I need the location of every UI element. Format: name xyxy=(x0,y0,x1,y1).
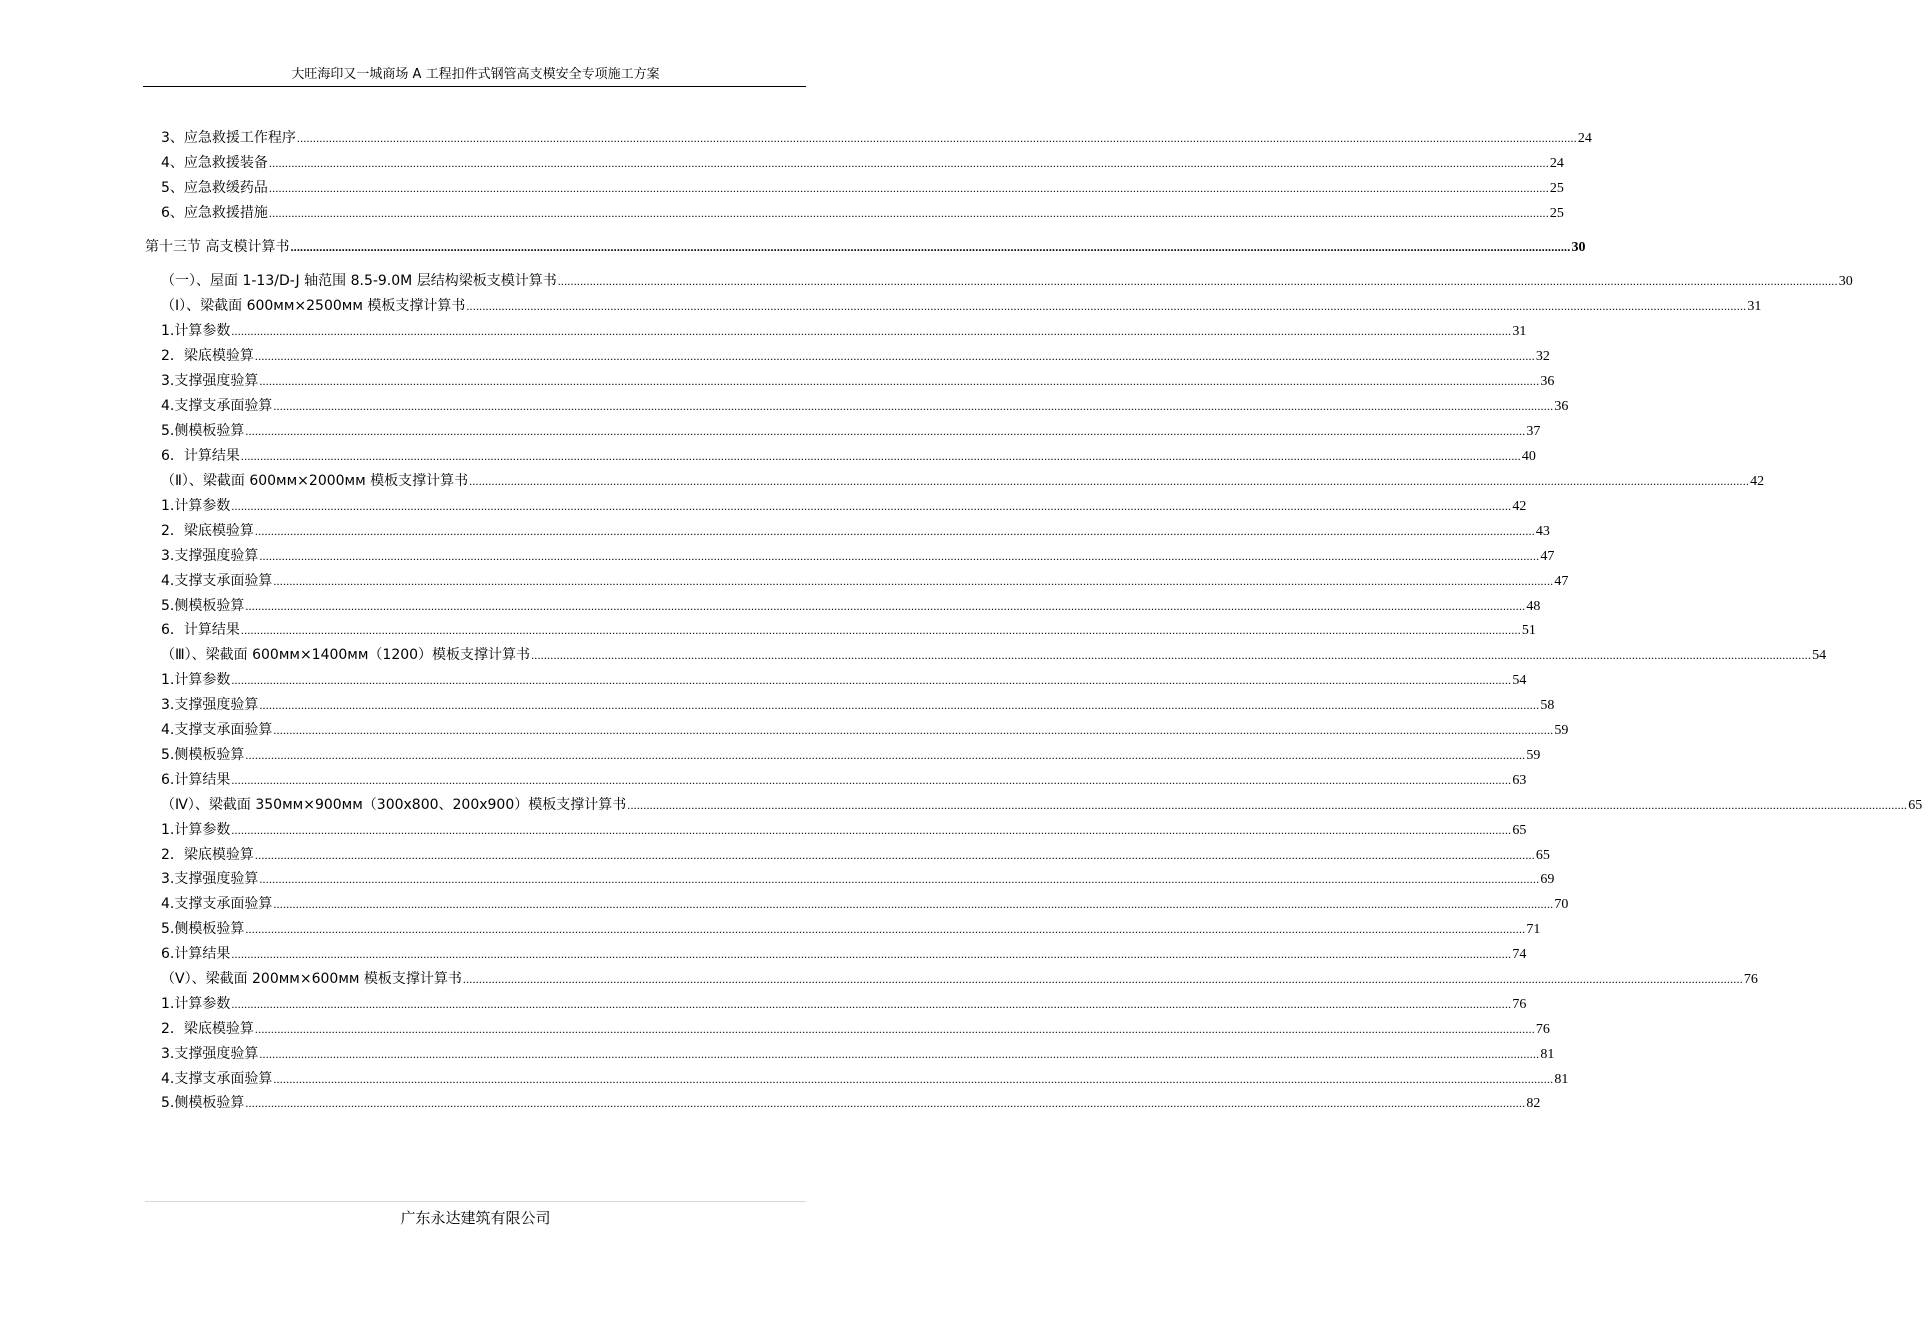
toc-entry[interactable] xyxy=(161,771,1527,789)
toc-entry-label: 5.侧模板验算 xyxy=(161,747,245,763)
toc-entry-label: 1.计算参数 xyxy=(161,822,231,838)
toc-entry[interactable] xyxy=(161,297,1762,315)
toc-dot-leader: ................................................................................................................................................................................................................................................................................................................................................................................................................ xyxy=(268,181,1549,195)
toc-entry-page-number: 65 xyxy=(1535,848,1550,863)
toc-entry[interactable] xyxy=(161,895,1569,913)
toc-dot-leader: ................................................................................................................................................................................................................................................................................................................................................................................................................ xyxy=(268,206,1549,220)
toc-entry-label: 4.支撑支承面验算 xyxy=(161,722,273,738)
toc-entry-page-number: 82 xyxy=(1526,1096,1541,1111)
toc-dot-leader: ................................................................................................................................................................................................................................................................................................................................................................................................................ xyxy=(245,1096,1526,1110)
toc-dot-leader: ................................................................................................................................................................................................................................................................................................................................................................................................................ xyxy=(254,1022,1535,1036)
toc-dot-leader: ................................................................................................................................................................................................................................................................................................................................................................................................................ xyxy=(245,599,1526,613)
toc-entry-page-number: 51 xyxy=(1521,623,1536,638)
toc-dot-leader: ................................................................................................................................................................................................................................................................................................................................................................................................................ xyxy=(462,972,1743,986)
toc-entry-label: 5.侧模板验算 xyxy=(161,598,245,614)
toc-entry-label: 3.支撑强度验算 xyxy=(161,373,259,389)
toc-dot-leader: ................................................................................................................................................................................................................................................................................................................................................................................................................ xyxy=(469,474,1750,488)
toc-entry-page-number: 76 xyxy=(1512,997,1527,1012)
toc-entry-label: 5、应急救缓药品 xyxy=(161,180,268,196)
toc-entry[interactable] xyxy=(161,129,1592,147)
toc-entry-page-number: 63 xyxy=(1512,773,1527,788)
toc-entry-page-number: 69 xyxy=(1540,872,1555,887)
toc-entry[interactable] xyxy=(161,347,1550,365)
toc-dot-leader: ................................................................................................................................................................................................................................................................................................................................................................................................................ xyxy=(557,274,1838,288)
toc-dot-leader: ................................................................................................................................................................................................................................................................................................................................................................................................................ xyxy=(231,499,1512,513)
toc-dot-leader: ................................................................................................................................................................................................................................................................................................................................................................................................................ xyxy=(259,549,1540,563)
toc-entry[interactable] xyxy=(161,397,1569,415)
toc-dot-leader: ................................................................................................................................................................................................................................................................................................................................................................................................................ xyxy=(231,324,1512,338)
toc-entry[interactable] xyxy=(161,1020,1550,1038)
toc-entry-page-number: 58 xyxy=(1540,698,1555,713)
toc-entry-page-number: 43 xyxy=(1535,524,1550,539)
toc-entry[interactable] xyxy=(161,671,1527,689)
toc-entry-page-number: 54 xyxy=(1812,648,1827,663)
toc-entry[interactable] xyxy=(161,1045,1555,1063)
toc-entry[interactable] xyxy=(161,572,1569,590)
toc-entry[interactable] xyxy=(161,721,1569,739)
toc-entry-label: （Ⅲ）、梁截面 600ᴍᴍ×1400ᴍᴍ（1200）模板支撑计算书 xyxy=(161,647,531,663)
toc-entry[interactable] xyxy=(161,179,1564,197)
toc-dot-leader: ................................................................................................................................................................................................................................................................................................................................................................................................................ xyxy=(531,648,1812,662)
toc-entry-label: 3.支撑强度验算 xyxy=(161,1046,259,1062)
toc-entry-page-number: 81 xyxy=(1540,1047,1555,1062)
toc-entry-page-number: 36 xyxy=(1540,374,1555,389)
toc-dot-leader: ................................................................................................................................................................................................................................................................................................................................................................................................................ xyxy=(290,240,1571,254)
toc-dot-leader: ................................................................................................................................................................................................................................................................................................................................................................................................................ xyxy=(627,798,1908,812)
toc-entry-label: 3.支撑强度验算 xyxy=(161,697,259,713)
toc-dot-leader: ................................................................................................................................................................................................................................................................................................................................................................................................................ xyxy=(240,623,1521,637)
toc-entry-page-number: 42 xyxy=(1750,474,1765,489)
toc-entry-label: 5.侧模板验算 xyxy=(161,921,245,937)
toc-dot-leader: ................................................................................................................................................................................................................................................................................................................................................................................................................ xyxy=(259,374,1540,388)
toc-entry-page-number: 36 xyxy=(1554,399,1569,414)
toc-entry[interactable] xyxy=(161,621,1536,639)
toc-entry-page-number: 65 xyxy=(1512,823,1527,838)
toc-entry[interactable] xyxy=(161,597,1541,615)
toc-entry-page-number: 48 xyxy=(1526,599,1541,614)
toc-entry-label: 4、应急救援装备 xyxy=(161,155,268,171)
toc-dot-leader: ................................................................................................................................................................................................................................................................................................................................................................................................................ xyxy=(259,872,1540,886)
toc-entry-page-number: 31 xyxy=(1512,324,1527,339)
toc-entry-page-number: 25 xyxy=(1549,206,1564,221)
toc-entry-label: 3、应急救援工作程序 xyxy=(161,130,296,146)
toc-entry[interactable] xyxy=(161,447,1536,465)
toc-entry-label: 4.支撑支承面验算 xyxy=(161,1071,273,1087)
toc-entry-label: 5.侧模板验算 xyxy=(161,1095,245,1111)
toc-dot-leader: ................................................................................................................................................................................................................................................................................................................................................................................................................ xyxy=(273,723,1554,737)
toc-entry-page-number: 76 xyxy=(1743,972,1758,987)
toc-entry-page-number: 59 xyxy=(1554,723,1569,738)
toc-entry-page-number: 74 xyxy=(1512,947,1527,962)
toc-entry-page-number: 47 xyxy=(1554,574,1569,589)
toc-dot-leader: ................................................................................................................................................................................................................................................................................................................................................................................................................ xyxy=(245,748,1526,762)
toc-entry-label: 3.支撑强度验算 xyxy=(161,871,259,887)
toc-entry-label: 2．梁底模验算 xyxy=(161,523,254,539)
toc-entry[interactable] xyxy=(161,846,1550,864)
toc-entry-page-number: 65 xyxy=(1908,798,1922,813)
toc-entry[interactable] xyxy=(161,746,1541,764)
toc-entry-page-number: 37 xyxy=(1526,424,1541,439)
toc-entry-page-number: 24 xyxy=(1577,131,1592,146)
toc-entry-label: 1.计算参数 xyxy=(161,996,231,1012)
toc-entry-page-number: 30 xyxy=(1571,240,1586,255)
page-footer-company: 广东永达建筑有限公司 xyxy=(400,1209,551,1227)
toc-dot-leader: ................................................................................................................................................................................................................................................................................................................................................................................................................ xyxy=(245,424,1526,438)
toc-dot-leader: ................................................................................................................................................................................................................................................................................................................................................................................................................ xyxy=(273,897,1554,911)
toc-section-entry[interactable] xyxy=(145,238,1586,256)
toc-dot-leader: ................................................................................................................................................................................................................................................................................................................................................................................................................ xyxy=(296,131,1577,145)
toc-dot-leader: ................................................................................................................................................................................................................................................................................................................................................................................................................ xyxy=(245,922,1526,936)
toc-entry[interactable] xyxy=(161,796,1922,814)
toc-dot-leader: ................................................................................................................................................................................................................................................................................................................................................................................................................ xyxy=(240,449,1521,463)
toc-entry-page-number: 24 xyxy=(1549,156,1564,171)
toc-entry-label: （一）、屋面 1-13/D-J 轴范围 8.5-9.0M 层结构梁板支模计算书 xyxy=(161,273,557,289)
toc-entry[interactable] xyxy=(161,522,1550,540)
toc-entry[interactable] xyxy=(161,945,1527,963)
toc-entry-label: 6.计算结果 xyxy=(161,946,231,962)
toc-entry[interactable] xyxy=(161,154,1564,172)
toc-entry-label: 6．计算结果 xyxy=(161,448,240,464)
toc-entry-label: 4.支撑支承面验算 xyxy=(161,398,273,414)
toc-entry-page-number: 59 xyxy=(1526,748,1541,763)
toc-entry[interactable] xyxy=(161,821,1527,839)
toc-dot-leader: ................................................................................................................................................................................................................................................................................................................................................................................................................ xyxy=(259,698,1540,712)
toc-dot-leader: ................................................................................................................................................................................................................................................................................................................................................................................................................ xyxy=(254,349,1535,363)
toc-entry[interactable] xyxy=(161,870,1555,888)
toc-dot-leader: ................................................................................................................................................................................................................................................................................................................................................................................................................ xyxy=(231,997,1512,1011)
toc-entry-page-number: 54 xyxy=(1512,673,1527,688)
toc-entry-label: 6．计算结果 xyxy=(161,622,240,638)
toc-dot-leader: ................................................................................................................................................................................................................................................................................................................................................................................................................ xyxy=(273,574,1554,588)
toc-entry-label: 1.计算参数 xyxy=(161,323,231,339)
toc-entry-label: 6、应急救援措施 xyxy=(161,205,268,221)
toc-entry-label: 4.支撑支承面验算 xyxy=(161,573,273,589)
toc-entry[interactable] xyxy=(161,696,1555,714)
toc-entry-page-number: 32 xyxy=(1535,349,1550,364)
toc-entry-label: （Ⅳ）、梁截面 350ᴍᴍ×900ᴍᴍ（300x800、200x900）模板支撑计算书 xyxy=(161,797,627,813)
toc-dot-leader: ................................................................................................................................................................................................................................................................................................................................................................................................................ xyxy=(268,156,1549,170)
toc-entry-page-number: 40 xyxy=(1521,449,1536,464)
toc-dot-leader: ................................................................................................................................................................................................................................................................................................................................................................................................................ xyxy=(254,524,1535,538)
toc-entry-label: 3.支撑强度验算 xyxy=(161,548,259,564)
toc-dot-leader: ................................................................................................................................................................................................................................................................................................................................................................................................................ xyxy=(231,673,1512,687)
toc-entry-page-number: 47 xyxy=(1540,549,1555,564)
toc-entry[interactable] xyxy=(161,646,1827,664)
toc-entry-label: 2．梁底模验算 xyxy=(161,348,254,364)
toc-entry[interactable] xyxy=(161,547,1555,565)
toc-dot-leader: ................................................................................................................................................................................................................................................................................................................................................................................................................ xyxy=(466,299,1747,313)
toc-entry-label: 2．梁底模验算 xyxy=(161,847,254,863)
toc-entry-label: （Ⅴ）、梁截面 200ᴍᴍ×600ᴍᴍ 模板支撑计算书 xyxy=(161,971,462,987)
toc-dot-leader: ................................................................................................................................................................................................................................................................................................................................................................................................................ xyxy=(273,1072,1554,1086)
toc-entry-page-number: 76 xyxy=(1535,1022,1550,1037)
toc-entry[interactable] xyxy=(161,322,1527,340)
toc-entry-page-number: 42 xyxy=(1512,499,1527,514)
toc-entry[interactable] xyxy=(161,204,1564,222)
toc-entry-page-number: 81 xyxy=(1554,1072,1569,1087)
toc-dot-leader: ................................................................................................................................................................................................................................................................................................................................................................................................................ xyxy=(231,823,1512,837)
toc-entry[interactable] xyxy=(161,970,1758,988)
toc-entry-label: 2．梁底模验算 xyxy=(161,1021,254,1037)
toc-dot-leader: ................................................................................................................................................................................................................................................................................................................................................................................................................ xyxy=(231,773,1512,787)
toc-entry-page-number: 70 xyxy=(1554,897,1569,912)
toc-entry-label: 6.计算结果 xyxy=(161,772,231,788)
toc-dot-leader: ................................................................................................................................................................................................................................................................................................................................................................................................................ xyxy=(259,1047,1540,1061)
toc-entry-page-number: 31 xyxy=(1747,299,1762,314)
toc-entry[interactable] xyxy=(161,497,1527,515)
toc-entry-page-number: 71 xyxy=(1526,922,1541,937)
toc-entry[interactable] xyxy=(161,1070,1569,1088)
toc-entry-label: （Ⅱ）、梁截面 600ᴍᴍ×2000ᴍᴍ 模板支撑计算书 xyxy=(161,473,469,489)
toc-entry[interactable] xyxy=(161,372,1555,390)
toc-entry-label: （Ⅰ）、梁截面 600ᴍᴍ×2500ᴍᴍ 模板支撑计算书 xyxy=(161,298,466,314)
toc-entry[interactable] xyxy=(161,472,1765,490)
toc-entry-page-number: 30 xyxy=(1838,274,1853,289)
toc-entry[interactable] xyxy=(161,1094,1541,1112)
toc-dot-leader: ................................................................................................................................................................................................................................................................................................................................................................................................................ xyxy=(254,848,1535,862)
toc-entry-label: 5.侧模板验算 xyxy=(161,423,245,439)
toc-entry[interactable] xyxy=(161,920,1541,938)
toc-entry[interactable] xyxy=(161,995,1527,1013)
toc-entry-label: 4.支撑支承面验算 xyxy=(161,896,273,912)
footer-divider xyxy=(145,1201,806,1202)
toc-dot-leader: ................................................................................................................................................................................................................................................................................................................................................................................................................ xyxy=(273,399,1554,413)
toc-entry-label: 第十三节 高支模计算书 xyxy=(145,239,290,255)
toc-entry-label: 1.计算参数 xyxy=(161,672,231,688)
toc-entry-page-number: 25 xyxy=(1549,181,1564,196)
toc-entry[interactable] xyxy=(161,422,1541,440)
toc-dot-leader: ................................................................................................................................................................................................................................................................................................................................................................................................................ xyxy=(231,947,1512,961)
toc-entry[interactable] xyxy=(161,272,1853,290)
toc-entry-label: 1.计算参数 xyxy=(161,498,231,514)
page-header-title: 大旺海印又一城商场 A 工程扣件式钢管高支模安全专项施工方案 xyxy=(291,67,660,82)
